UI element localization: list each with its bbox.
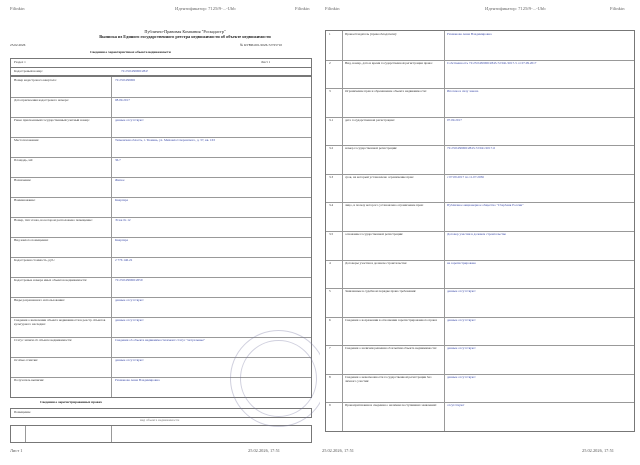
entry-label: Заявленные в судебном порядке права требования: [345,290,417,294]
field-label: Наименование: [14,199,36,202]
table-row-divider [11,157,311,158]
rights-table [325,30,635,432]
field-label: Кадастровые номера иных объектов недвижимости: [14,279,88,282]
header-center: Идентификатор: 7125f9-...-Ubb [175,6,236,11]
entry-number: 3.3 [329,175,334,179]
stamp-seal-inner [240,340,317,417]
footer-left: Лист 1 [10,448,23,453]
field-label: Сведения о включении объекта недвижимости в реестр объектов культурного наследия: [14,319,106,326]
cadastral-number-row [10,67,312,76]
table-row-divider [11,97,311,98]
entry-label: дата государственной регистрации: [345,118,395,122]
table-row-divider [11,317,311,318]
entry-number: 1 [329,33,331,36]
entry-label: Сведения о возражении в отношении зарегистрированного права: [345,318,438,322]
field-value: данные отсутствуют [115,359,144,362]
table-row-divider [326,202,634,203]
entry-value: Собственность 72:23:0430006:2843-72/041/2017-5 от 07.09.2017 [447,61,537,65]
entry-value: данные отсутствуют [447,375,476,379]
table-row-divider [326,88,634,89]
header-left: Filinkin [325,6,340,11]
sheet-label: Лист 1 [261,61,271,64]
entry-label: Сведения о наличии решения об изъятии объекта недвижимости: [345,347,437,351]
table-row-divider [11,117,311,118]
entry-value: Ипотека в силу закона [447,90,479,94]
entry-label: основание государственной регистрации: [345,233,404,236]
field-label: Номер, тип этажа, на котором расположено помещение: [14,219,93,222]
table-row-divider [326,374,634,375]
table-row-divider [11,177,311,178]
doc-date: 25.02.2026 [10,43,26,47]
field-value: Этаж № 12 [115,219,131,222]
table-row-divider [326,402,634,403]
entry-value: не зарегистрировано [447,261,477,265]
entry-value: данные отсутствуют [447,347,476,351]
section-label: Раздел 1 [14,61,26,64]
field-label: Номер кадастрового квартала: [14,79,57,82]
table-row-divider [326,345,634,346]
field-label: Статус записи об объекте недвижимости: [14,339,73,342]
field-value: 2 776 146.22 [115,259,133,262]
field-label: Ранее присвоенный государственный учетный номер: [14,119,90,122]
table-row-divider [11,137,311,138]
section2-box-label: Помещение [14,411,31,414]
entry-value: Рахманова Анна Владимировна [447,33,492,36]
footer-center: 25.02.2026, 17:51 [322,448,354,453]
field-value: данные отсутствуют [115,119,144,122]
cadastral-number-label: Кадастровый номер: [14,69,43,73]
table-row-divider [326,117,634,118]
section2-table [10,425,312,443]
table-row-divider [326,260,634,261]
entry-label: Ограничение прав и обременение объекта недвижимости: [345,90,427,94]
right-page [320,0,640,465]
header-right: Filinkin [295,6,310,11]
entry-value: Договор участия в долевом строительстве [447,233,507,236]
entry-label: Правообладатель (правообладатели): [345,33,397,36]
table-row-divider [326,317,634,318]
field-label: Особые отметки: [14,359,38,362]
table-row-divider [326,288,634,289]
entry-value: отсутствуют [447,404,465,408]
entry-number: 5 [329,290,331,294]
footer-right: 25.02.2026, 17:51 [582,448,614,453]
field-label: Вид жилого помещения: [14,239,49,242]
entry-number: 3.2 [329,147,334,151]
table-row-divider [11,257,311,258]
field-value: 72:23:0430006:2659 [115,279,143,282]
entry-number: 8 [329,375,331,379]
entry-value: данные отсутствуют [447,290,476,294]
doc-title-line-1: Публично-Правовая Компания "Роскадастр" [144,29,226,34]
table-row-divider [11,197,311,198]
header-right: Filinkin [610,6,625,11]
header-left: Filinkin [10,6,25,11]
section2-subhead: вид объекта недвижимости [140,418,180,422]
entry-label: лицо, в пользу которого установлено ограничение прав: [345,204,424,208]
field-value: данные отсутствуют [115,319,144,322]
entry-number: 9 [329,404,331,408]
footer-date: 25.02.2026, 17:51 [248,448,280,453]
doc-title [70,29,300,39]
field-label: Площадь, м2: [14,159,34,162]
field-value: данные отсутствуют [115,299,144,302]
field-value: Сведения об объекте недвижимости имеют статус "актуальные" [115,339,206,342]
section2-title: Сведения о зарегистрированных правах [40,400,102,404]
entry-number: 3.1 [329,118,334,122]
field-value: Рахманова Анна Владимировна [115,379,160,382]
table-row-divider [11,217,311,218]
field-label: Назначение: [14,179,32,182]
table-row-divider [11,237,311,238]
field-value: 36.7 [115,159,121,162]
entry-number: 3.5 [329,233,334,236]
field-value: Тюменская область, г. Тюмень, ул. Михаила Сперанского, д. 37, кв. 163 [115,139,215,142]
entry-number: 4 [329,261,331,265]
header-center: Идентификатор: 7125f9-...-Ubb [485,6,546,11]
doc-subtitle: Сведения о характеристиках объекта недвижимости [90,50,171,54]
entry-number: 7 [329,347,331,351]
entry-value: Публичное акционерное общество "Сбербанк России" [447,204,524,208]
doc-title-line-2: Выписка из Единого государственного реестра недвижимости об объекте недвижимости [99,34,271,39]
field-value: 08.09.2017 [115,99,130,102]
entry-value: данные отсутствуют [447,318,476,322]
table-row-divider [326,60,634,61]
field-label: Местоположение: [14,139,40,142]
column-divider [111,426,112,442]
entry-label: номер государственной регистрации: [345,147,398,151]
entry-number: 2 [329,61,331,65]
field-value: Квартира [115,239,129,242]
entry-value: 07.09.2017 [447,118,462,122]
field-label: Получатель выписки: [14,379,45,382]
table-row-divider [11,297,311,298]
entry-label: Договоры участия в долевом строительстве: [345,261,408,265]
entry-label: срок, на который установлено ограничение прав: [345,175,414,179]
field-label: Дата присвоения кадастрового номера: [14,99,69,102]
cadastral-number-value: 72:23:0430006:2843 [121,69,149,73]
table-row-divider [326,231,634,232]
field-value: 72:23:0430006 [115,79,135,82]
table-row-divider [326,174,634,175]
entry-number: 3.4 [329,204,334,208]
entry-value: 72:23:0430006:2843-72/041/2017-6 [447,147,495,151]
table-row-divider [326,145,634,146]
field-value: Квартира [115,199,129,202]
field-label: Виды разрешенного использования: [14,299,65,302]
field-label: Кадастровая стоимость, руб.: [14,259,56,262]
entry-number: 6 [329,318,331,322]
entry-label: Правопритязания и сведения о наличии поступивших заявлений: [345,404,437,408]
table-row-divider [11,277,311,278]
entry-label: Вид, номер, дата и время государственной регистрации права: [345,61,433,65]
doc-number: № КУВИ-001/2026-72725710 [240,43,283,47]
column-divider [25,426,26,442]
field-value: Жилое [115,179,125,182]
entry-value: с 07.09.2017 по 11.07.2036 [447,175,484,179]
entry-label: Сведения о невозможности государственной регистрации без личного участия: [345,375,432,383]
entry-number: 3 [329,90,331,94]
